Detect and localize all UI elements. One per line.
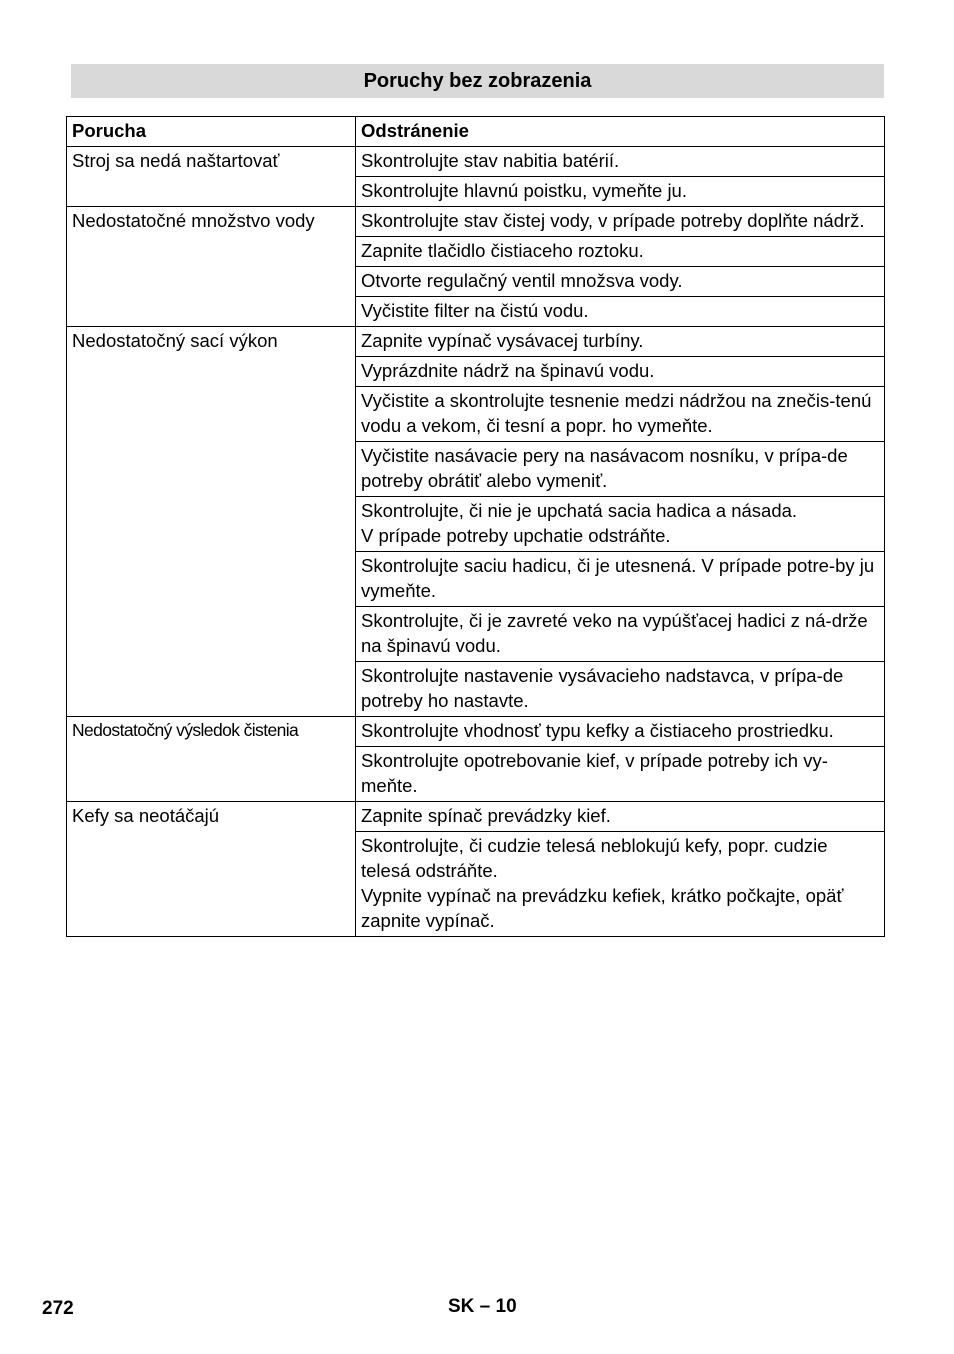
fault-cell: Stroj sa nedá naštartovať xyxy=(67,147,356,207)
page-number: 272 xyxy=(42,1298,74,1319)
language-page-label: SK – 10 xyxy=(448,1296,517,1317)
remedy-cell: Skontrolujte, či je zavreté veko na vypúšťacej hadici z ná-drže na špinavú vodu. xyxy=(356,607,885,662)
table-row xyxy=(67,717,885,747)
table-row xyxy=(67,327,885,357)
remedy-cell: Skontrolujte, či nie je upchatá sacia hadica a násada. V prípade potreby upchatie odstráňte. xyxy=(356,497,885,552)
remedy-cell: Zapnite spínač prevádzky kief. xyxy=(356,802,885,832)
troubleshooting-table xyxy=(66,116,885,937)
remedy-cell: Vyprázdnite nádrž na špinavú vodu. xyxy=(356,357,885,387)
remedy-cell: Skontrolujte stav čistej vody, v prípade potreby doplňte nádrž. xyxy=(356,207,885,237)
table-row xyxy=(67,802,885,832)
table-row xyxy=(67,207,885,237)
fault-cell: Kefy sa neotáčajú xyxy=(67,802,356,937)
remedy-cell: Vyčistite a skontrolujte tesnenie medzi nádržou na znečis-tenú vodu a vekom, či tesní a popr. ho vymeňte. xyxy=(356,387,885,442)
remedy-cell: Zapnite tlačidlo čistiaceho roztoku. xyxy=(356,237,885,267)
header-remedy: Odstránenie xyxy=(356,117,885,147)
remedy-cell: Vyčistite filter na čistú vodu. xyxy=(356,297,885,327)
remedy-cell: Vyčistite nasávacie pery na nasávacom nosníku, v prípa-de potreby obrátiť alebo vymeniť. xyxy=(356,442,885,497)
remedy-cell: Skontrolujte vhodnosť typu kefky a čistiaceho prostriedku. xyxy=(356,717,885,747)
remedy-cell: Skontrolujte stav nabitia batérií. xyxy=(356,147,885,177)
table-header-row xyxy=(67,117,885,147)
remedy-cell: Skontrolujte, či cudzie telesá neblokujú kefy, popr. cudzie telesá odstráňte. Vypnite vypínač na prevádzku kefiek, krátko počkajte, opäť zapnite vypínač. xyxy=(356,832,885,937)
remedy-cell: Skontrolujte opotrebovanie kief, v prípade potreby ich vy-meňte. xyxy=(356,747,885,802)
remedy-cell: Skontrolujte saciu hadicu, či je utesnená. V prípade potre-by ju vymeňte. xyxy=(356,552,885,607)
fault-cell: Nedostatočný výsledok čistenia xyxy=(67,717,356,802)
remedy-cell: Zapnite vypínač vysávacej turbíny. xyxy=(356,327,885,357)
remedy-cell: Otvorte regulačný ventil množsva vody. xyxy=(356,267,885,297)
header-fault: Porucha xyxy=(67,117,356,147)
fault-cell: Nedostatočné množstvo vody xyxy=(67,207,356,327)
fault-cell: Nedostatočný sací výkon xyxy=(67,327,356,717)
remedy-cell: Skontrolujte nastavenie vysávacieho nadstavca, v prípa-de potreby ho nastavte. xyxy=(356,662,885,717)
table-row xyxy=(67,147,885,177)
section-title: Poruchy bez zobrazenia xyxy=(71,64,884,98)
remedy-cell: Skontrolujte hlavnú poistku, vymeňte ju. xyxy=(356,177,885,207)
